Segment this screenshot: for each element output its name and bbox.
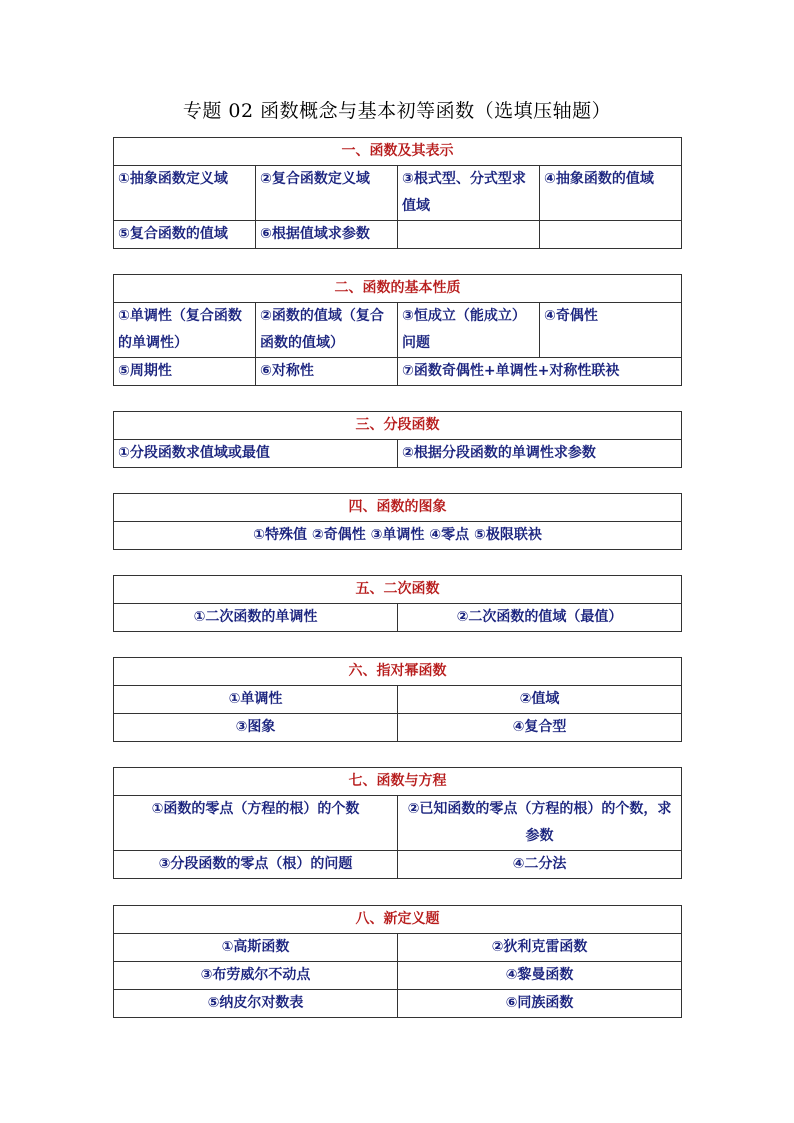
topic-item: ①高斯函数 bbox=[114, 934, 398, 962]
topic-item: ⑤复合函数的值域 bbox=[114, 221, 256, 249]
section-piecewise bbox=[113, 411, 682, 468]
topic-item: ⑥同族函数 bbox=[398, 990, 682, 1018]
topic-item: ④奇偶性 bbox=[540, 303, 682, 358]
topic-item: ④黎曼函数 bbox=[398, 962, 682, 990]
section-heading: 七、函数与方程 bbox=[114, 768, 682, 796]
topic-item: ③根式型、分式型求值域 bbox=[398, 166, 540, 221]
topic-item: ④复合型 bbox=[398, 714, 682, 742]
topic-item: ②函数的值域（复合函数的值域） bbox=[256, 303, 398, 358]
topic-item: ③布劳威尔不动点 bbox=[114, 962, 398, 990]
topic-item: ①单调性（复合函数的单调性） bbox=[114, 303, 256, 358]
section-exp-log-power bbox=[113, 657, 682, 742]
topic-item: ③分段函数的零点（根）的问题 bbox=[114, 851, 398, 879]
topic-item: ⑥根据值域求参数 bbox=[256, 221, 398, 249]
section-heading: 一、函数及其表示 bbox=[114, 138, 682, 166]
topic-item: ⑥对称性 bbox=[256, 358, 398, 386]
topic-item: ①抽象函数定义域 bbox=[114, 166, 256, 221]
topic-item: ①特殊值 ②奇偶性 ③单调性 ④零点 ⑤极限联袂 bbox=[114, 522, 682, 550]
section-heading: 四、函数的图象 bbox=[114, 494, 682, 522]
topic-item: ⑦函数奇偶性+单调性+对称性联袂 bbox=[398, 358, 682, 386]
topic-item: ④抽象函数的值域 bbox=[540, 166, 682, 221]
empty-cell bbox=[540, 221, 682, 249]
topic-item: ①分段函数求值域或最值 bbox=[114, 440, 398, 468]
section-heading: 六、指对幂函数 bbox=[114, 658, 682, 686]
topic-item: ③图象 bbox=[114, 714, 398, 742]
topic-item: ②狄利克雷函数 bbox=[398, 934, 682, 962]
section-heading: 二、函数的基本性质 bbox=[114, 275, 682, 303]
section-quadratic bbox=[113, 575, 682, 632]
section-heading: 八、新定义题 bbox=[114, 906, 682, 934]
topic-item: ②根据分段函数的单调性求参数 bbox=[398, 440, 682, 468]
empty-cell bbox=[398, 221, 540, 249]
topic-item: ②已知函数的零点（方程的根）的个数，求参数 bbox=[398, 796, 682, 851]
topic-item: ①二次函数的单调性 bbox=[114, 604, 398, 632]
topic-item: ①函数的零点（方程的根）的个数 bbox=[114, 796, 398, 851]
topic-item: ②二次函数的值域（最值） bbox=[398, 604, 682, 632]
topic-item: ②复合函数定义域 bbox=[256, 166, 398, 221]
section-graphs bbox=[113, 493, 682, 550]
section-new-definitions bbox=[113, 905, 682, 1018]
topic-item: ⑤周期性 bbox=[114, 358, 256, 386]
topic-item: ④二分法 bbox=[398, 851, 682, 879]
section-functions-representation bbox=[113, 137, 682, 249]
section-functions-equations bbox=[113, 767, 682, 879]
topic-item: ③恒成立（能成立）问题 bbox=[398, 303, 540, 358]
section-heading: 五、二次函数 bbox=[114, 576, 682, 604]
topic-item: ②值域 bbox=[398, 686, 682, 714]
page-title: 专题 02 函数概念与基本初等函数（选填压轴题） bbox=[182, 100, 612, 122]
section-basic-properties bbox=[113, 274, 682, 386]
section-heading: 三、分段函数 bbox=[114, 412, 682, 440]
topic-item: ⑤纳皮尔对数表 bbox=[114, 990, 398, 1018]
topic-item: ①单调性 bbox=[114, 686, 398, 714]
